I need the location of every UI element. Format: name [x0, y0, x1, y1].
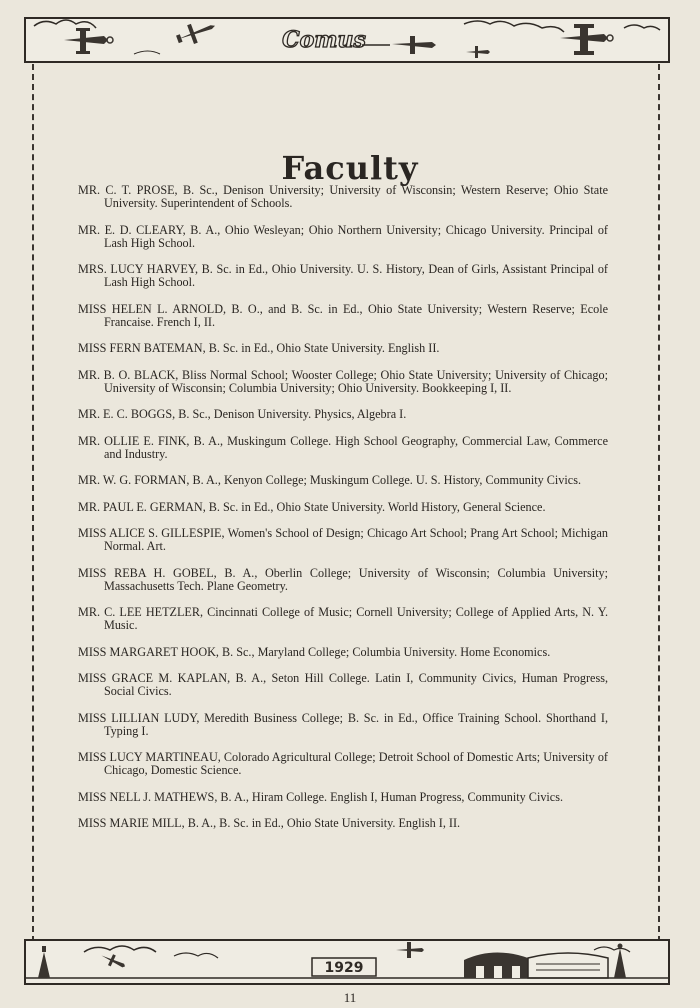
year-label: 1929 [324, 960, 364, 976]
faculty-entry: MRS. LUCY HARVEY, B. Sc. in Ed., Ohio University. U. S. History, Dean of Girls, Assistant Principal of Lash High School. [78, 262, 608, 289]
faculty-entry: MISS NELL J. MATHEWS, B. A., Hiram College. English I, Human Progress, Community Civics. [78, 789, 564, 804]
faculty-entry: MISS ALICE S. GILLESPIE, Women's School of Design; Chicago Art School; Prang Art School; Michigan Normal. Art. [78, 526, 608, 553]
faculty-entry: MR. C. T. PROSE, B. Sc., Denison University; University of Wisconsin; Western Reserve; Ohio State University. Superintendent of Schools. [78, 183, 608, 210]
faculty-list [78, 184, 608, 844]
page-number: 11 [343, 990, 357, 1005]
faculty-entry: MISS REBA H. GOBEL, B. A., Oberlin College; University of Wisconsin; Columbia University; Massachusetts Tech. Plane Geometry. [78, 565, 608, 593]
page-title: Faculty [281, 149, 419, 188]
bottom-banner [24, 938, 670, 986]
faculty-entry: MR. B. O. BLACK, Bliss Normal School; Wooster College; Ohio State University; University of Chicago; University of Wisconsin; Columbia University; Ohio University. Bookkeeping I, II. [78, 367, 608, 395]
faculty-entry: MR. C. LEE HETZLER, Cincinnati College of Music; Cornell University; College of Applied Arts, N. Y. Music. [78, 605, 608, 632]
faculty-entry: MR. W. G. FORMAN, B. A., Kenyon College; Muskingum College. U. S. History, Community Civics. [78, 473, 581, 487]
banner-title: Comus [282, 27, 366, 53]
top-banner [24, 14, 670, 66]
faculty-entry: MISS HELEN L. ARNOLD, B. O., and B. Sc. in Ed., Ohio State University; Western Reserve; Ecole Francaise. French I, II. [78, 301, 608, 329]
faculty-entry: MR. OLLIE E. FINK, B. A., Muskingum College. High School Geography, Commercial Law, Commerce and Industry. [78, 433, 608, 461]
faculty-entry: MR. E. C. BOGGS, B. Sc., Denison University. Physics, Algebra I. [78, 407, 407, 421]
faculty-entry: MISS LUCY MARTINEAU, Colorado Agricultural College; Detroit School of Domestic Arts; University of Chicago, Domestic Science. [78, 750, 608, 777]
faculty-entry: MISS GRACE M. KAPLAN, B. A., Seton Hill College. Latin I, Community Civics, Human Progress, Social Civics. [78, 671, 608, 698]
faculty-entry: MISS FERN BATEMAN, B. Sc. in Ed., Ohio State University. English II. [78, 341, 440, 355]
left-border-rule [32, 64, 34, 942]
faculty-entry: MISS MARGARET HOOK, B. Sc., Maryland College; Columbia University. Home Economics. [78, 644, 551, 659]
right-border-rule [658, 64, 660, 942]
faculty-entry: MR. PAUL E. GERMAN, B. Sc. in Ed., Ohio State University. World History, General Science. [78, 499, 546, 514]
faculty-entry: MISS MARIE MILL, B. A., B. Sc. in Ed., Ohio State University. English I, II. [78, 816, 461, 830]
faculty-entry: MISS LILLIAN LUDY, Meredith Business College; B. Sc. in Ed., Office Training School. Shorthand I, Typing I. [78, 710, 608, 738]
faculty-entry: MR. E. D. CLEARY, B. A., Ohio Wesleyan; Ohio Northern University; Chicago University. Principal of Lash High School. [78, 222, 608, 250]
